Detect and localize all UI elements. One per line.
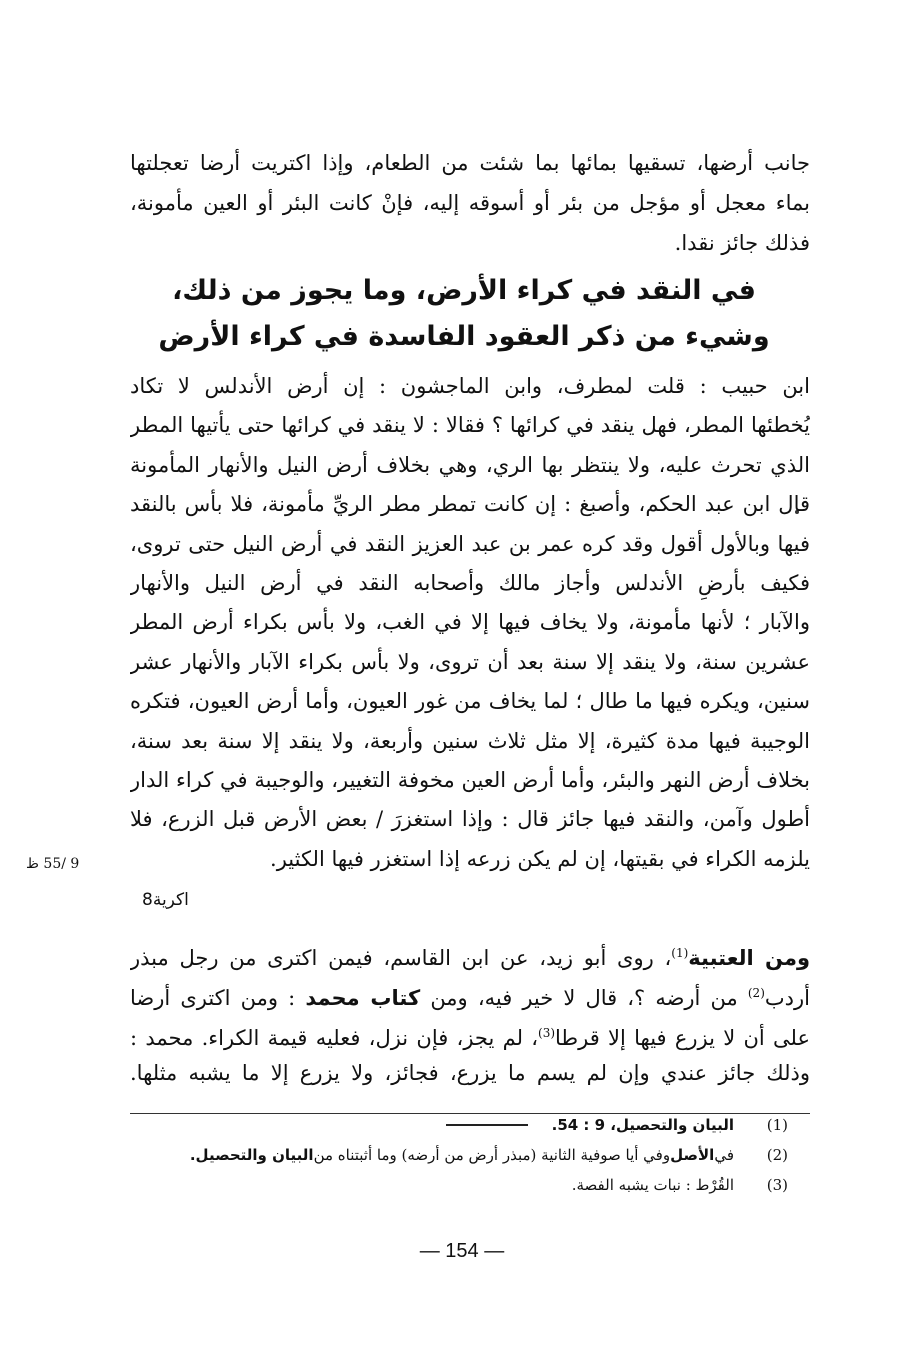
text-line	[130, 1013, 810, 1053]
text-line: يُخطئها المطر، فهل ينقد في كرائها ؟ فقالا : لا ينقد في كرائها حتى يأتيها المطر	[130, 413, 810, 438]
text-line: الذي تحرث عليه، ولا ينتظر بها الري، وهي بخلاف أرض النيل والأنهار المأمونة	[130, 452, 810, 477]
text-line: بماء معجل أو مؤجل من بئر أو أسوقه إليه، فإنْ كانت البئر أو العين مأمونة،	[130, 191, 810, 215]
source-name: ومن العتبية	[688, 946, 810, 970]
text-line: فذلك جائز نقدا.	[674, 231, 810, 255]
folio-margin-note: 9 /55 ظ	[26, 856, 80, 872]
text-line: فكيف بأرضِ الأندلس وأجاز مالك وأصحابه النقد في أرض النيل والأنهار	[130, 570, 810, 595]
footnote-number: (1)	[766, 1116, 788, 1134]
text-line: سنين، ويكره فيها ما طال ؛ لما يخاف من غور العيون، وأما أرض العيون، فتكره	[130, 689, 810, 714]
footnote-bold: البيان والتحصيل.	[189, 1146, 314, 1164]
footnote-bold: البيان والتحصيل، 9 : 54.	[551, 1116, 734, 1134]
heading-line: في النقد في كراء الأرض، وما يجوز من ذلك،	[172, 275, 756, 306]
footnote-text: القُرْط : نبات يشبه الفصة.	[571, 1176, 734, 1194]
section-heading	[144, 268, 784, 360]
text-line: قال ابن عبد الحكم، وأصبغ : إن كانت تمطر مطر الريِّ مأمونة، فلا بأس بالنقد	[130, 492, 810, 517]
footnote-ref: (3)	[538, 1026, 556, 1040]
footnote-text: في	[714, 1146, 734, 1164]
text-span: على أن لا يزرع فيها إلا قرطا	[555, 1026, 810, 1050]
footnote-item	[128, 1110, 788, 1140]
text-line	[130, 933, 810, 973]
text-line: ابن حبيب : قلت لمطرف، وابن الماجشون : إن أرض الأندلس لا تكاد	[130, 374, 810, 398]
opening-paragraph	[130, 143, 810, 263]
footnote-number: (3)	[766, 1176, 788, 1194]
source-name: كتاب محمد	[305, 986, 421, 1010]
text-line: وذلك جائز عندي وإن لم يسم ما يزرع، فجائز، ولا يزرع إلا ما يشبه مثلها.	[130, 1061, 810, 1085]
footnote-ref: (2)	[747, 986, 765, 1000]
text-line: والآبار ؛ لأنها مأمونة، ولا يخاف فيها إلا في الغب، ولا بأس بكراء أرض المطر	[130, 610, 810, 635]
footnote-bold: الأصل	[670, 1146, 715, 1164]
text-line	[130, 973, 810, 1013]
footnote-text: وفي أيا صوفية الثانية (مبذر أرض من أرضه) وما أثبتناه من	[313, 1146, 671, 1164]
footnote-item	[128, 1140, 788, 1170]
text-span: ، روى أبو زيد، عن ابن القاسم، فيمن اكترى من رجل مبذر	[130, 946, 672, 970]
footnote-number: (2)	[766, 1146, 788, 1164]
utbiyya-paragraph	[130, 933, 810, 1093]
footnote-ref: (1)	[671, 946, 689, 960]
text-span: : ومن اكترى أرضا	[130, 986, 306, 1010]
reference-margin-note: اكرية8	[142, 890, 189, 910]
heading-line: وشيء من ذكر العقود الفاسدة في كراء الأرض	[158, 321, 770, 352]
text-line: الوجيبة فيها مدة كثيرة، إلا مثل ثلاث سنين وأربعة، ولا ينقد إلا سنة بعد سنة،	[130, 728, 810, 753]
text-line: فيها وبالأول أقول وقد كره عمر بن عبد العزيز النقد في أرض النيل حتى تروى،	[130, 531, 810, 556]
text-line: يلزمه الكراء في بقيتها، إن لم يكن زرعه إذا استغزر فيها الكثير.	[270, 846, 810, 871]
footnotes	[128, 1110, 788, 1200]
footnote-item	[128, 1170, 788, 1200]
page-number: — 154 —	[419, 1240, 505, 1262]
text-line: جانب أرضها، تسقيها بمائها بما شئت من الطعام، وإذا اكتريت أرضا تعجلتها	[130, 151, 810, 175]
text-line: أطول وآمن، والنقد فيها جائز قال : وإذا استغزرَ / بعض الأرض قبل الزرع، فلا	[130, 807, 810, 832]
text-line: بخلاف أرض النهر والبئر، وأما أرض العين مخوفة التغيير، والوجيبة في كراء الدار	[130, 767, 810, 792]
text-span: من أرضه ؟، قال لا خير فيه، ومن	[420, 986, 748, 1010]
text-span: ، لم يجز، فإن نزل، فعليه قيمة الكراء. محمد :	[130, 1026, 539, 1050]
text-line: عشرين سنة، ولا ينقد إلا سنة بعد أن تروى، ولا بأس بكراء الآبار والأنهار عشر	[130, 649, 810, 674]
main-paragraph	[130, 367, 810, 879]
text-span: أردب	[764, 986, 810, 1010]
